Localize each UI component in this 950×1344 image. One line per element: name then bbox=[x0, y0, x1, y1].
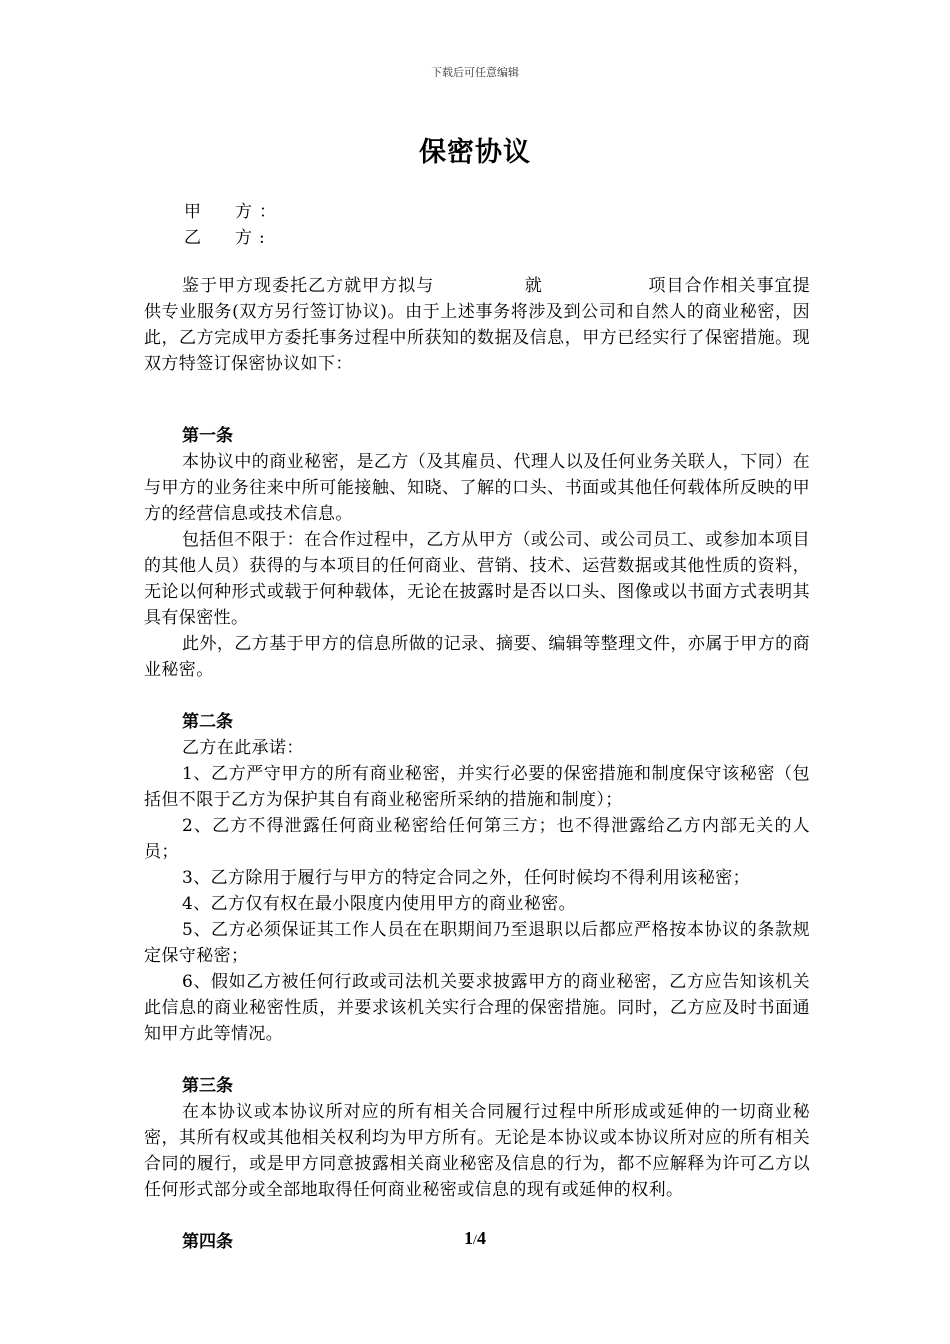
party-b bbox=[184, 225, 265, 251]
intro-paragraph bbox=[144, 273, 810, 377]
section-1-paragraph-2: 包括但不限于：在合作过程中，乙方从甲方（或公司、或公司员工、或参加本项目的其他人员）获得的与本项目的任何商业、营销、技术、运营数据或其他性质的资料，无论以何种形式或载于何种载体，无论在披露时是否以口头、图像或以书面方式表明其具有保密性。 bbox=[144, 530, 810, 628]
header-note: 下载后可任意编辑 bbox=[431, 66, 519, 79]
section-2-paragraph-1: 乙方在此承诺： bbox=[182, 738, 304, 758]
section-3-paragraph-1: 在本协议或本协议所对应的所有相关合同履行过程中所形成或延伸的一切商业秘密，其所有权或其他相关权利均为甲方所有。无论是本协议或本协议所对应的所有相关合同的履行，或是甲方同意披露相关商业秘密及信息的行为，都不应解释为许可乙方以任何形式部分或全部地取得任何商业秘密或信息的现有或延伸的权利。 bbox=[144, 1102, 810, 1200]
section-heading-3: 第三条 bbox=[182, 1076, 233, 1096]
section-2-paragraph-4: 3、乙方除用于履行与甲方的特定合同之外，任何时候均不得利用该秘密； bbox=[182, 868, 751, 888]
party-b-label: 乙 方 bbox=[184, 228, 252, 248]
intro-part-3: 项目合作相关事宜提供专业服务(双方另行签订协议)。由于上述事务将涉及到公司和自然人的商业秘密，因此，乙方完成甲方委托事务过程中所获知的数据及信息，甲方已经实行了保密措施。现双方特签订保密协议如下： bbox=[144, 276, 810, 374]
section-2-paragraph-2: 1、乙方严守甲方的所有商业秘密，并实行必要的保密措施和制度保守该秘密（包括但不限于乙方为保护其自有商业秘密所采纳的措施和制度）； bbox=[144, 764, 810, 810]
section-1-paragraph-1: 本协议中的商业秘密，是乙方（及其雇员、代理人以及任何业务关联人，下同）在与甲方的业务往来中所可能接触、知晓、了解的口头、书面或其他任何载体所反映的甲方的经营信息或技术信息。 bbox=[144, 452, 810, 524]
page-number bbox=[0, 1228, 950, 1249]
section-heading-1: 第一条 bbox=[182, 426, 233, 446]
page-total: 4 bbox=[476, 1228, 486, 1248]
section-2-paragraph-3: 2、乙方不得泄露任何商业秘密给任何第三方；也不得泄露给乙方内部无关的人员； bbox=[144, 816, 810, 862]
party-b-colon: : bbox=[259, 228, 265, 248]
section-heading-4: 第四条 bbox=[182, 1232, 233, 1252]
section-2-paragraph-7: 6、假如乙方被任何行政或司法机关要求披露甲方的商业秘密，乙方应告知该机关此信息的商业秘密性质，并要求该机关实行合理的保密措施。同时，乙方应及时书面通知甲方此等情况。 bbox=[144, 972, 810, 1044]
intro-part-2: 就 bbox=[524, 276, 543, 296]
document-title: 保密协议 bbox=[419, 137, 531, 168]
party-a-colon: ： bbox=[259, 202, 276, 222]
party-a-label: 甲 方 bbox=[184, 202, 252, 222]
page-current: 1 bbox=[464, 1228, 474, 1248]
section-2-paragraph-5: 4、乙方仅有权在最小限度内使用甲方的商业秘密。 bbox=[182, 894, 577, 914]
section-2-paragraph-6: 5、乙方必须保证其工作人员在在职期间乃至退职以后都应严格按本协议的条款规定保守秘密； bbox=[144, 920, 810, 966]
section-heading-2: 第二条 bbox=[182, 712, 233, 732]
section-1-paragraph-3: 此外，乙方基于甲方的信息所做的记录、摘要、编辑等整理文件，亦属于甲方的商业秘密。 bbox=[144, 634, 810, 680]
party-a bbox=[184, 199, 276, 225]
intro-part-1: 鉴于甲方现委托乙方就甲方拟与 bbox=[182, 276, 435, 296]
page-separator: / bbox=[473, 1233, 477, 1248]
document-body bbox=[144, 273, 810, 1255]
